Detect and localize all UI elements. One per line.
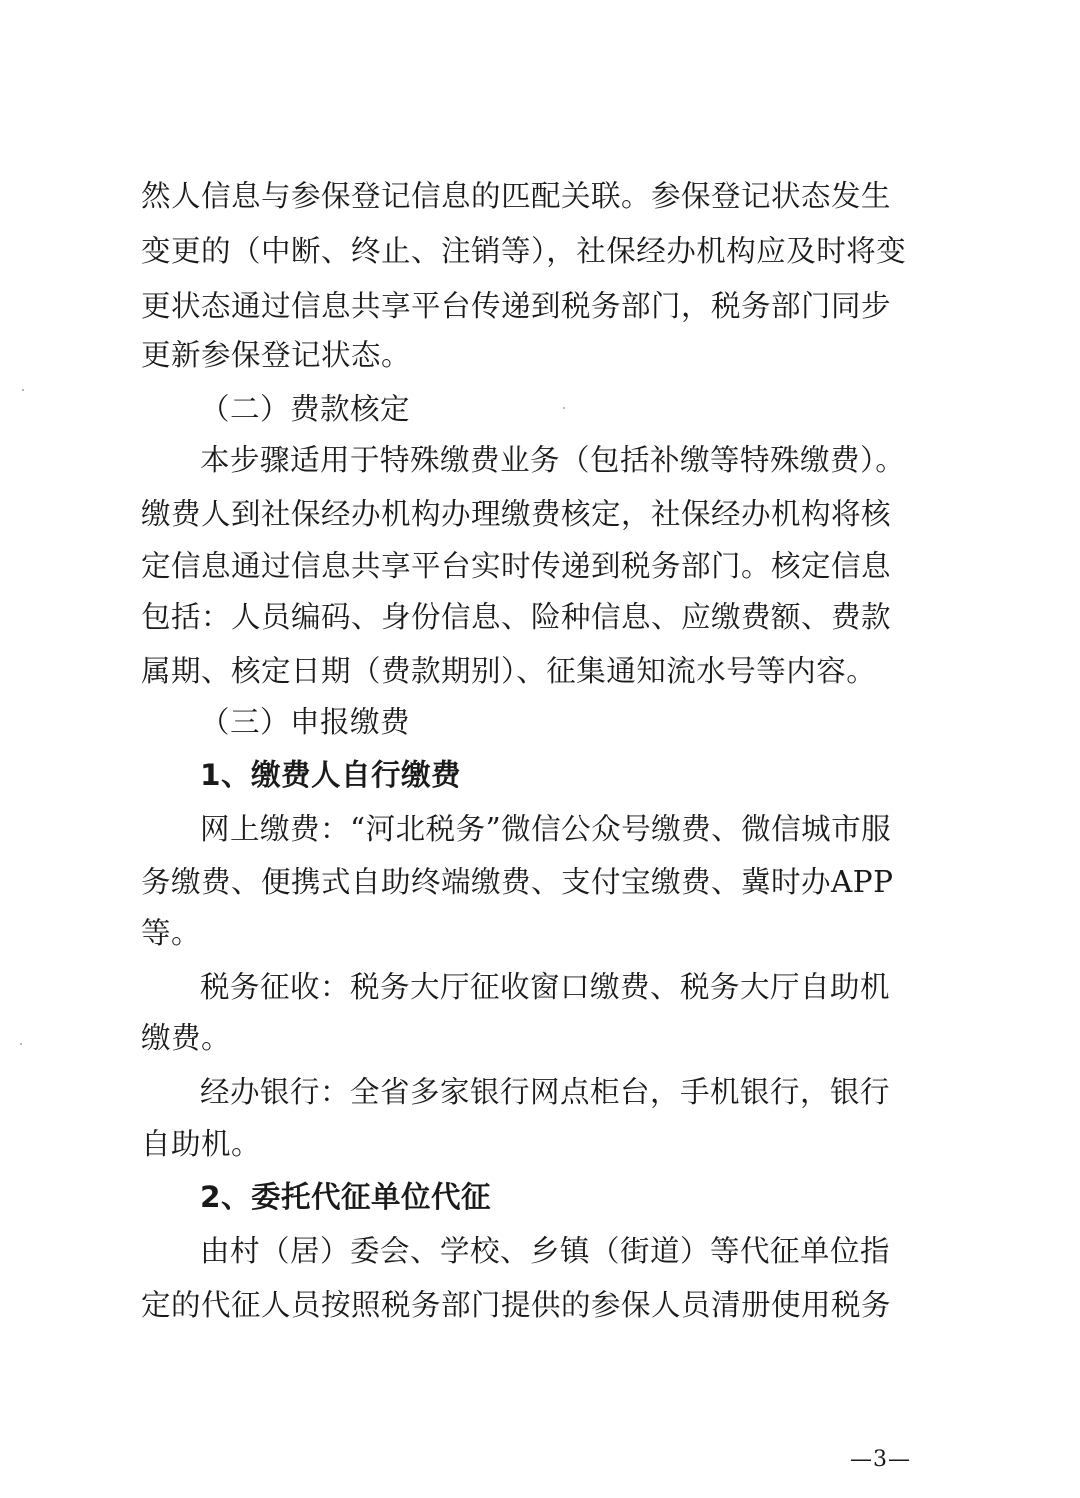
body-text-line: 属期、核定日期（费款期别）、征集通知流水号等内容。 bbox=[141, 654, 877, 688]
section-heading-line: 2、委托代征单位代征 bbox=[200, 1180, 492, 1214]
body-text-line: 定的代征人员按照税务部门提供的参保人员清册使用税务 bbox=[141, 1288, 892, 1322]
body-text-line: 网上缴费：“河北税务”微信公众号缴费、微信城市服 bbox=[200, 812, 892, 846]
body-text-line: 包括：人员编码、身份信息、险种信息、应缴费额、费款 bbox=[141, 600, 892, 634]
body-text-line: 然人信息与参保登记信息的匹配关联。参保登记状态发生 bbox=[141, 179, 892, 213]
body-text-line: 本步骤适用于特殊缴费业务（包括补缴等特殊缴费）。 bbox=[200, 443, 906, 477]
body-text-line: 更状态通过信息共享平台传递到税务部门，税务部门同步 bbox=[141, 289, 892, 323]
body-text-line: 更新参保登记状态。 bbox=[141, 338, 412, 372]
body-text-line: 自助机。 bbox=[141, 1127, 262, 1161]
scan-speck bbox=[20, 1043, 22, 1045]
body-text-line: 由村（居）委会、学校、乡镇（街道）等代征单位指 bbox=[200, 1234, 891, 1268]
scan-speck bbox=[563, 407, 565, 409]
body-text-line: （三）申报缴费 bbox=[200, 705, 411, 739]
body-text-line: 税务征收：税务大厅征收窗口缴费、税务大厅自助机 bbox=[200, 970, 891, 1004]
body-text-line: 变更的（中断、终止、注销等），社保经办机构应及时将变 bbox=[141, 234, 907, 268]
page-number: —3— bbox=[850, 1447, 911, 1472]
body-text-line: 定信息通过信息共享平台实时传递到税务部门。核定信息 bbox=[141, 549, 892, 583]
body-text-line: 缴费人到社保经办机构办理缴费核定，社保经办机构将核 bbox=[141, 497, 892, 531]
section-heading-line: 1、缴费人自行缴费 bbox=[200, 758, 462, 792]
body-text-line: 等。 bbox=[141, 916, 202, 950]
body-text-line: 经办银行：全省多家银行网点柜台，手机银行，银行 bbox=[200, 1075, 891, 1109]
scan-speck bbox=[22, 389, 24, 391]
body-text-line: 缴费。 bbox=[141, 1021, 232, 1055]
body-text-line: 务缴费、便携式自助终端缴费、支付宝缴费、冀时办APP bbox=[141, 865, 894, 899]
body-text-line: （二）费款核定 bbox=[200, 392, 411, 426]
